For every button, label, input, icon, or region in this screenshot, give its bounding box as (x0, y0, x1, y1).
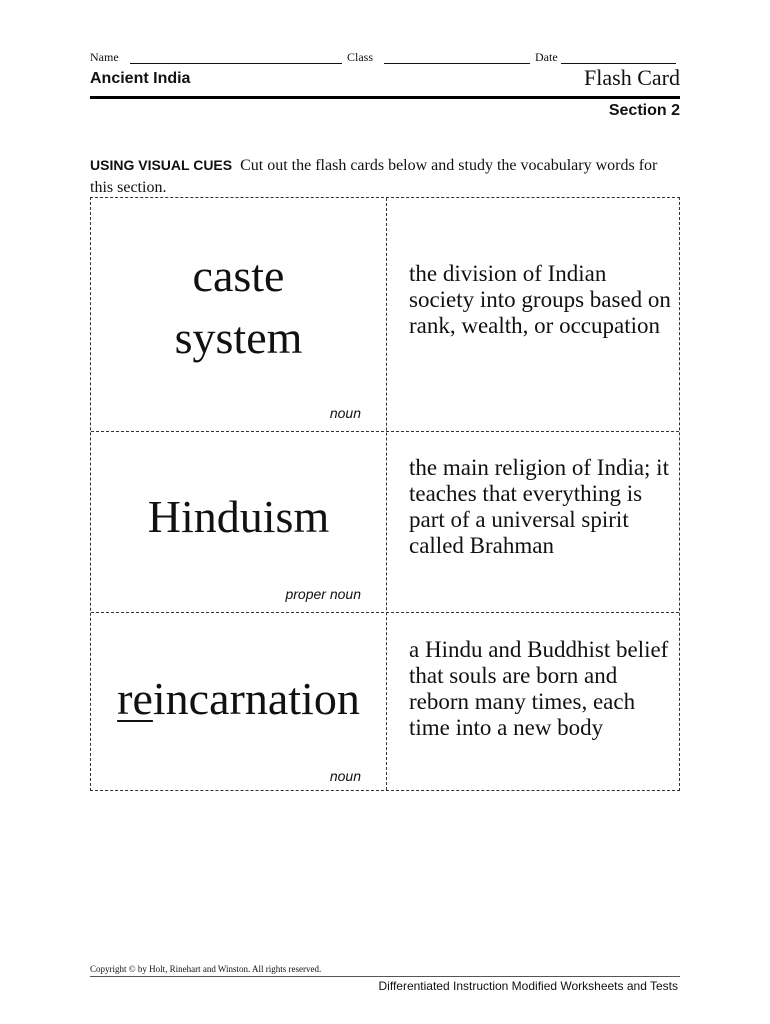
card-term: caste system (174, 250, 303, 363)
term-rest: incarnation (152, 673, 360, 724)
card-part-of-speech: noun (329, 768, 361, 784)
instructions-text: Cut out the flash cards below and study the vocabulary words for this section. (90, 157, 658, 196)
copyright-notice: Copyright © by Holt, Rinehart and Winston. All rights reserved. (90, 964, 322, 974)
date-blank[interactable] (561, 63, 676, 64)
name-blank[interactable] (130, 63, 342, 64)
instructions-heading: USING VISUAL CUES (90, 157, 233, 173)
subject-title: Ancient India (90, 70, 191, 87)
header-rule (90, 96, 680, 99)
card-term (91, 668, 386, 730)
document-type: Flash Card (584, 65, 680, 90)
card-definition: the division of Indian society into groups based on rank, wealth, or occupation (409, 261, 671, 338)
section-label: Section 2 (608, 102, 680, 119)
card-part-of-speech: noun (329, 405, 361, 421)
cut-line-horizontal (91, 612, 679, 613)
card-part-of-speech: proper noun (285, 586, 361, 602)
card-definition: the main religion of India; it teaches that everything is part of a universal spirit called Brahman (409, 455, 669, 558)
date-label: Date (535, 50, 558, 64)
card-definition: a Hindu and Buddhist belief that souls are born and reborn many times, each time into a new body (409, 637, 669, 740)
flash-card-grid (90, 197, 680, 791)
term-prefix-underlined: re (117, 673, 153, 724)
class-blank[interactable] (384, 63, 530, 64)
card-term: Hinduism (147, 491, 330, 542)
name-label: Name (90, 50, 119, 64)
footer-rule (90, 976, 680, 977)
book-title: Differentiated Instruction Modified Worksheets and Tests (378, 979, 678, 993)
cut-line-horizontal (91, 431, 679, 432)
instructions (90, 154, 680, 199)
cut-line-vertical (386, 198, 387, 790)
class-label: Class (347, 50, 374, 64)
